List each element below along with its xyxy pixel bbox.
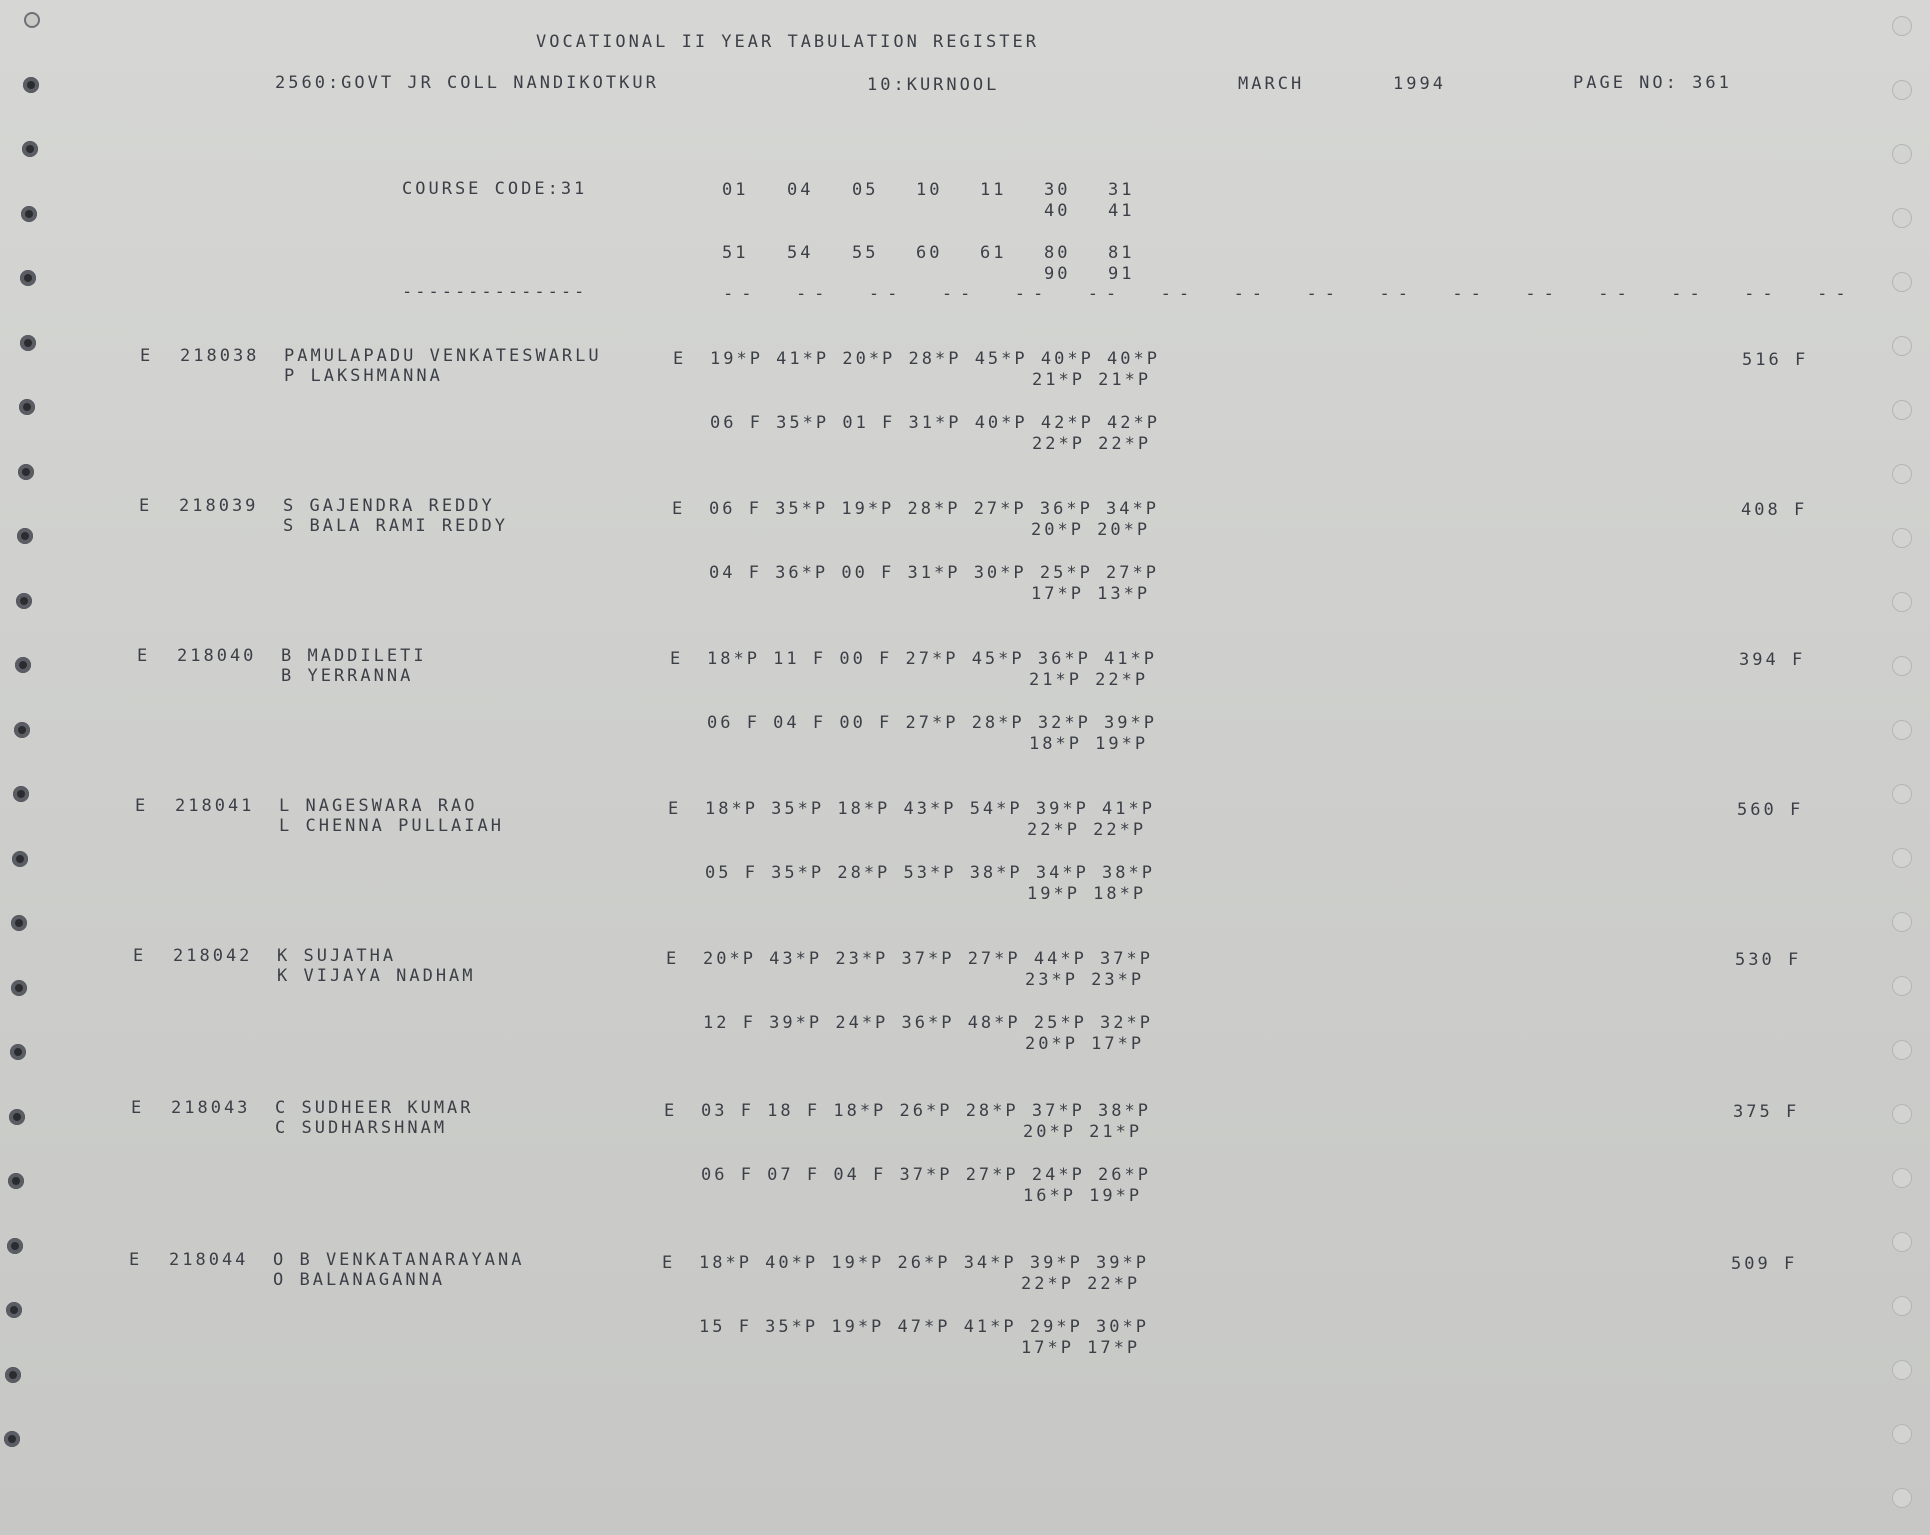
punch-hole	[1892, 1232, 1912, 1252]
marks-part2-extra: 17*P 13*P	[1031, 584, 1151, 604]
total-result: 408 F	[1741, 500, 1808, 520]
punch-hole	[13, 786, 29, 802]
subject-code: 60	[916, 243, 943, 263]
punch-hole	[1892, 912, 1912, 932]
district-name: 10:KURNOOL	[867, 75, 1000, 95]
register-number: 218043	[171, 1098, 251, 1118]
marks-part2-extra: 17*P 17*P	[1021, 1338, 1141, 1358]
father-name: S BALA RAMI REDDY	[283, 516, 508, 536]
subject-code: 40	[1044, 201, 1071, 221]
subject-code: 90	[1044, 264, 1071, 284]
punch-hole	[1892, 848, 1912, 868]
punch-hole	[1892, 464, 1912, 484]
punch-hole	[16, 593, 32, 609]
punch-hole	[12, 851, 28, 867]
register-number: 218042	[173, 946, 253, 966]
marks-part2: 06 F 04 F 00 F 27*P 28*P 32*P 39*P	[707, 713, 1157, 733]
course-code-label: COURSE CODE:31	[402, 179, 588, 199]
marks-part1-extra: 20*P 20*P	[1031, 520, 1151, 540]
father-name: O BALANAGANNA	[273, 1270, 446, 1290]
student-name: K SUJATHA	[277, 946, 397, 966]
student-category: E	[131, 1098, 145, 1118]
punch-hole	[20, 270, 36, 286]
subject-code: 54	[787, 243, 814, 263]
medium: E	[673, 349, 687, 369]
father-name: C SUDHARSHNAM	[275, 1118, 448, 1138]
punch-hole	[9, 1109, 25, 1125]
punch-hole	[21, 206, 37, 222]
student-name: L NAGESWARA RAO	[279, 796, 478, 816]
marks-part2: 06 F 35*P 01 F 31*P 40*P 42*P 42*P	[710, 413, 1160, 433]
punch-hole	[20, 335, 36, 351]
punch-hole	[24, 12, 40, 28]
punch-hole	[11, 980, 27, 996]
total-result: 509 F	[1731, 1254, 1798, 1274]
punch-hole	[1892, 1360, 1912, 1380]
marks-part2-extra: 22*P 22*P	[1032, 434, 1152, 454]
subject-code: 31	[1108, 180, 1135, 200]
subject-code: 01	[722, 180, 749, 200]
punch-hole	[1892, 400, 1912, 420]
father-name: P LAKSHMANNA	[284, 366, 443, 386]
subject-code: 81	[1108, 243, 1135, 263]
subject-code: 91	[1108, 264, 1135, 284]
student-name: C SUDHEER KUMAR	[275, 1098, 474, 1118]
punch-hole	[1892, 1168, 1912, 1188]
marks-part2-extra: 20*P 17*P	[1025, 1034, 1145, 1054]
column-separators: -- -- -- -- -- -- -- -- -- -- -- -- -- -- -- --	[723, 284, 1854, 304]
subject-code: 51	[722, 243, 749, 263]
marks-part2: 04 F 36*P 00 F 31*P 30*P 25*P 27*P	[709, 563, 1159, 583]
subject-code: 30	[1044, 180, 1071, 200]
punch-hole	[4, 1431, 20, 1447]
subject-code: 11	[980, 180, 1007, 200]
student-category: E	[129, 1250, 143, 1270]
punch-hole	[1892, 784, 1912, 804]
course-dash-line: --------------	[402, 282, 588, 302]
register-number: 218041	[175, 796, 255, 816]
punch-hole	[14, 722, 30, 738]
marks-part1: 20*P 43*P 23*P 37*P 27*P 44*P 37*P	[703, 949, 1153, 969]
marks-part1: 18*P 40*P 19*P 26*P 34*P 39*P 39*P	[699, 1253, 1149, 1273]
register-number: 218038	[180, 346, 260, 366]
total-result: 530 F	[1735, 950, 1802, 970]
punch-hole	[5, 1367, 21, 1383]
medium: E	[666, 949, 680, 969]
subject-code: 10	[916, 180, 943, 200]
exam-year: 1994	[1393, 74, 1446, 94]
punch-hole	[1892, 80, 1912, 100]
marks-part1: 03 F 18 F 18*P 26*P 28*P 37*P 38*P	[701, 1101, 1151, 1121]
punch-hole	[1892, 720, 1912, 740]
punch-hole	[10, 1044, 26, 1060]
register-title: VOCATIONAL II YEAR TABULATION REGISTER	[536, 32, 1039, 52]
medium: E	[662, 1253, 676, 1273]
marks-part2: 06 F 07 F 04 F 37*P 27*P 24*P 26*P	[701, 1165, 1151, 1185]
marks-part2-extra: 19*P 18*P	[1027, 884, 1147, 904]
punch-hole	[15, 657, 31, 673]
student-category: E	[135, 796, 149, 816]
page-number: PAGE NO: 361	[1573, 73, 1732, 93]
student-category: E	[137, 646, 151, 666]
total-result: 394 F	[1739, 650, 1806, 670]
punch-hole	[1892, 1488, 1912, 1508]
marks-part1-extra: 22*P 22*P	[1021, 1274, 1141, 1294]
marks-part1-extra: 20*P 21*P	[1023, 1122, 1143, 1142]
exam-month: MARCH	[1238, 74, 1305, 94]
register-number: 218040	[177, 646, 257, 666]
marks-part2: 15 F 35*P 19*P 47*P 41*P 29*P 30*P	[699, 1317, 1149, 1337]
marks-part1-extra: 22*P 22*P	[1027, 820, 1147, 840]
punch-hole	[1892, 272, 1912, 292]
marks-part1: 18*P 35*P 18*P 43*P 54*P 39*P 41*P	[705, 799, 1155, 819]
punch-hole	[1892, 16, 1912, 36]
punch-hole	[1892, 976, 1912, 996]
college-name: 2560:GOVT JR COLL NANDIKOTKUR	[275, 73, 659, 93]
father-name: K VIJAYA NADHAM	[277, 966, 476, 986]
student-category: E	[139, 496, 153, 516]
student-name: S GAJENDRA REDDY	[283, 496, 495, 516]
punch-hole	[18, 464, 34, 480]
subject-code: 55	[852, 243, 879, 263]
punch-hole	[1892, 1296, 1912, 1316]
punch-hole	[8, 1173, 24, 1189]
marks-part1-extra: 21*P 22*P	[1029, 670, 1149, 690]
marks-part1-extra: 21*P 21*P	[1032, 370, 1152, 390]
subject-code: 05	[852, 180, 879, 200]
punch-hole	[23, 77, 39, 93]
total-result: 375 F	[1733, 1102, 1800, 1122]
medium: E	[668, 799, 682, 819]
subject-code: 80	[1044, 243, 1071, 263]
marks-part1: 06 F 35*P 19*P 28*P 27*P 36*P 34*P	[709, 499, 1159, 519]
punch-hole	[1892, 656, 1912, 676]
punch-hole	[1892, 1040, 1912, 1060]
father-name: L CHENNA PULLAIAH	[279, 816, 504, 836]
punch-hole	[11, 915, 27, 931]
student-category: E	[133, 946, 147, 966]
subject-code: 41	[1108, 201, 1135, 221]
marks-part1-extra: 23*P 23*P	[1025, 970, 1145, 990]
marks-part1: 18*P 11 F 00 F 27*P 45*P 36*P 41*P	[707, 649, 1157, 669]
marks-part1: 19*P 41*P 20*P 28*P 45*P 40*P 40*P	[710, 349, 1160, 369]
punch-hole	[1892, 336, 1912, 356]
student-category: E	[140, 346, 154, 366]
medium: E	[664, 1101, 678, 1121]
marks-part2: 05 F 35*P 28*P 53*P 38*P 34*P 38*P	[705, 863, 1155, 883]
subject-code: 61	[980, 243, 1007, 263]
student-name: B MADDILETI	[281, 646, 427, 666]
marks-part2-extra: 18*P 19*P	[1029, 734, 1149, 754]
medium: E	[670, 649, 684, 669]
student-name: O B VENKATANARAYANA	[273, 1250, 525, 1270]
register-number: 218044	[169, 1250, 249, 1270]
punch-hole	[7, 1238, 23, 1254]
father-name: B YERRANNA	[281, 666, 414, 686]
punch-hole	[1892, 592, 1912, 612]
punch-hole	[22, 141, 38, 157]
punch-hole	[6, 1302, 22, 1318]
medium: E	[672, 499, 686, 519]
marks-part2: 12 F 39*P 24*P 36*P 48*P 25*P 32*P	[703, 1013, 1153, 1033]
total-result: 516 F	[1742, 350, 1809, 370]
marks-part2-extra: 16*P 19*P	[1023, 1186, 1143, 1206]
punch-hole	[19, 399, 35, 415]
punch-hole	[1892, 1424, 1912, 1444]
punch-hole	[1892, 144, 1912, 164]
punch-hole	[1892, 528, 1912, 548]
total-result: 560 F	[1737, 800, 1804, 820]
punch-hole	[17, 528, 33, 544]
subject-code: 04	[787, 180, 814, 200]
student-name: PAMULAPADU VENKATESWARLU	[284, 346, 602, 366]
register-number: 218039	[179, 496, 259, 516]
punch-hole	[1892, 1104, 1912, 1124]
punch-hole	[1892, 208, 1912, 228]
